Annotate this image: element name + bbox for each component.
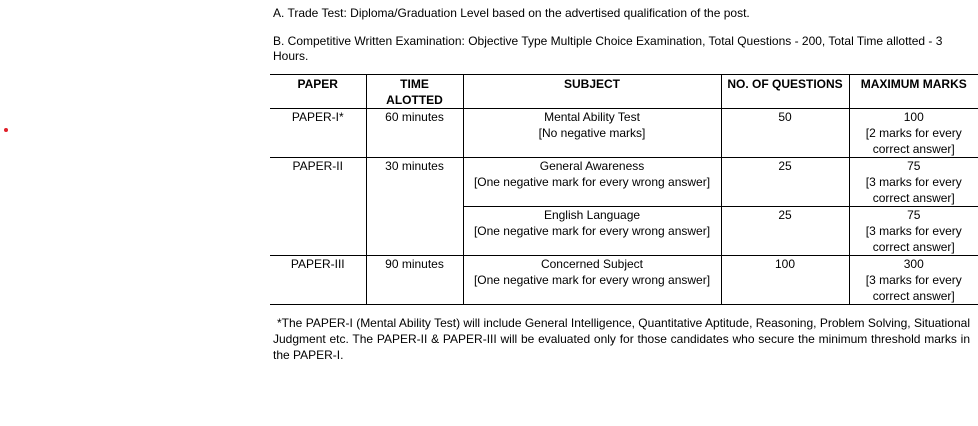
marks-note: correct answer]	[872, 240, 955, 254]
header-marks: MAXIMUM MARKS	[849, 75, 978, 109]
subject-note: [One negative mark for every wrong answer]	[473, 273, 711, 287]
marks-value: 100	[903, 110, 924, 124]
marks-note: [3 marks for every	[865, 273, 962, 287]
subject-name: Mental Ability Test	[544, 110, 640, 124]
table-row	[270, 109, 978, 158]
header-subject: SUBJECT	[463, 75, 721, 109]
cell-paper: PAPER-I*	[270, 109, 366, 158]
marks-note: correct answer]	[872, 289, 955, 303]
subject-note: [No negative marks]	[538, 126, 646, 140]
header-time-line-2: ALOTTED	[386, 93, 443, 107]
header-questions: NO. OF QUESTIONS	[721, 75, 849, 109]
exam-pattern-table	[270, 74, 978, 305]
cell-marks	[849, 158, 978, 207]
cell-questions: 25	[721, 207, 849, 256]
marks-note: [2 marks for every	[865, 126, 962, 140]
table-row	[270, 256, 978, 305]
subject-note: [One negative mark for every wrong answer]	[473, 175, 711, 189]
cell-time: 90 minutes	[366, 256, 463, 305]
cell-marks	[849, 109, 978, 158]
header-paper: PAPER	[270, 75, 366, 109]
cell-marks	[849, 256, 978, 305]
subject-name: Concerned Subject	[540, 257, 644, 271]
written-exam-line: B. Competitive Written Examination: Objective Type Multiple Choice Examination, Total Questions - 200, Total Time allotted - 3 Hours.	[273, 34, 943, 63]
marks-value: 300	[903, 257, 924, 271]
table-row	[270, 158, 978, 207]
cell-subject	[463, 207, 721, 256]
cell-subject	[463, 158, 721, 207]
cell-questions: 25	[721, 158, 849, 207]
cell-time: 60 minutes	[366, 109, 463, 158]
cell-time: 30 minutes	[366, 158, 463, 256]
subject-note: [One negative mark for every wrong answer]	[473, 224, 711, 238]
table-header-row	[270, 75, 978, 109]
subject-name: General Awareness	[539, 159, 645, 173]
trade-test-line: A. Trade Test: Diploma/Graduation Level based on the advertised qualification of the post.	[273, 6, 750, 20]
red-dot-marker	[4, 128, 8, 132]
marks-note: [3 marks for every	[865, 224, 962, 238]
subject-name: English Language	[543, 208, 641, 222]
header-time	[366, 75, 463, 109]
cell-paper: PAPER-II	[270, 158, 366, 256]
cell-subject	[463, 109, 721, 158]
marks-note: correct answer]	[872, 191, 955, 205]
cell-questions: 50	[721, 109, 849, 158]
cell-subject	[463, 256, 721, 305]
cell-marks	[849, 207, 978, 256]
cell-paper: PAPER-III	[270, 256, 366, 305]
header-time-line-1: TIME	[400, 77, 429, 91]
marks-note: correct answer]	[872, 142, 955, 156]
marks-value: 75	[907, 208, 921, 222]
marks-value: 75	[907, 159, 921, 173]
footnote: *The PAPER-I (Mental Ability Test) will include General Intelligence, Quantitative Aptitude, Reasoning, Problem Solving, Situational Judgment etc. The PAPER-II & PAPER-III will be evaluated only for those candidates who secure the minimum threshold marks in the PAPER-I.	[273, 316, 970, 362]
cell-questions: 100	[721, 256, 849, 305]
marks-note: [3 marks for every	[865, 175, 962, 189]
